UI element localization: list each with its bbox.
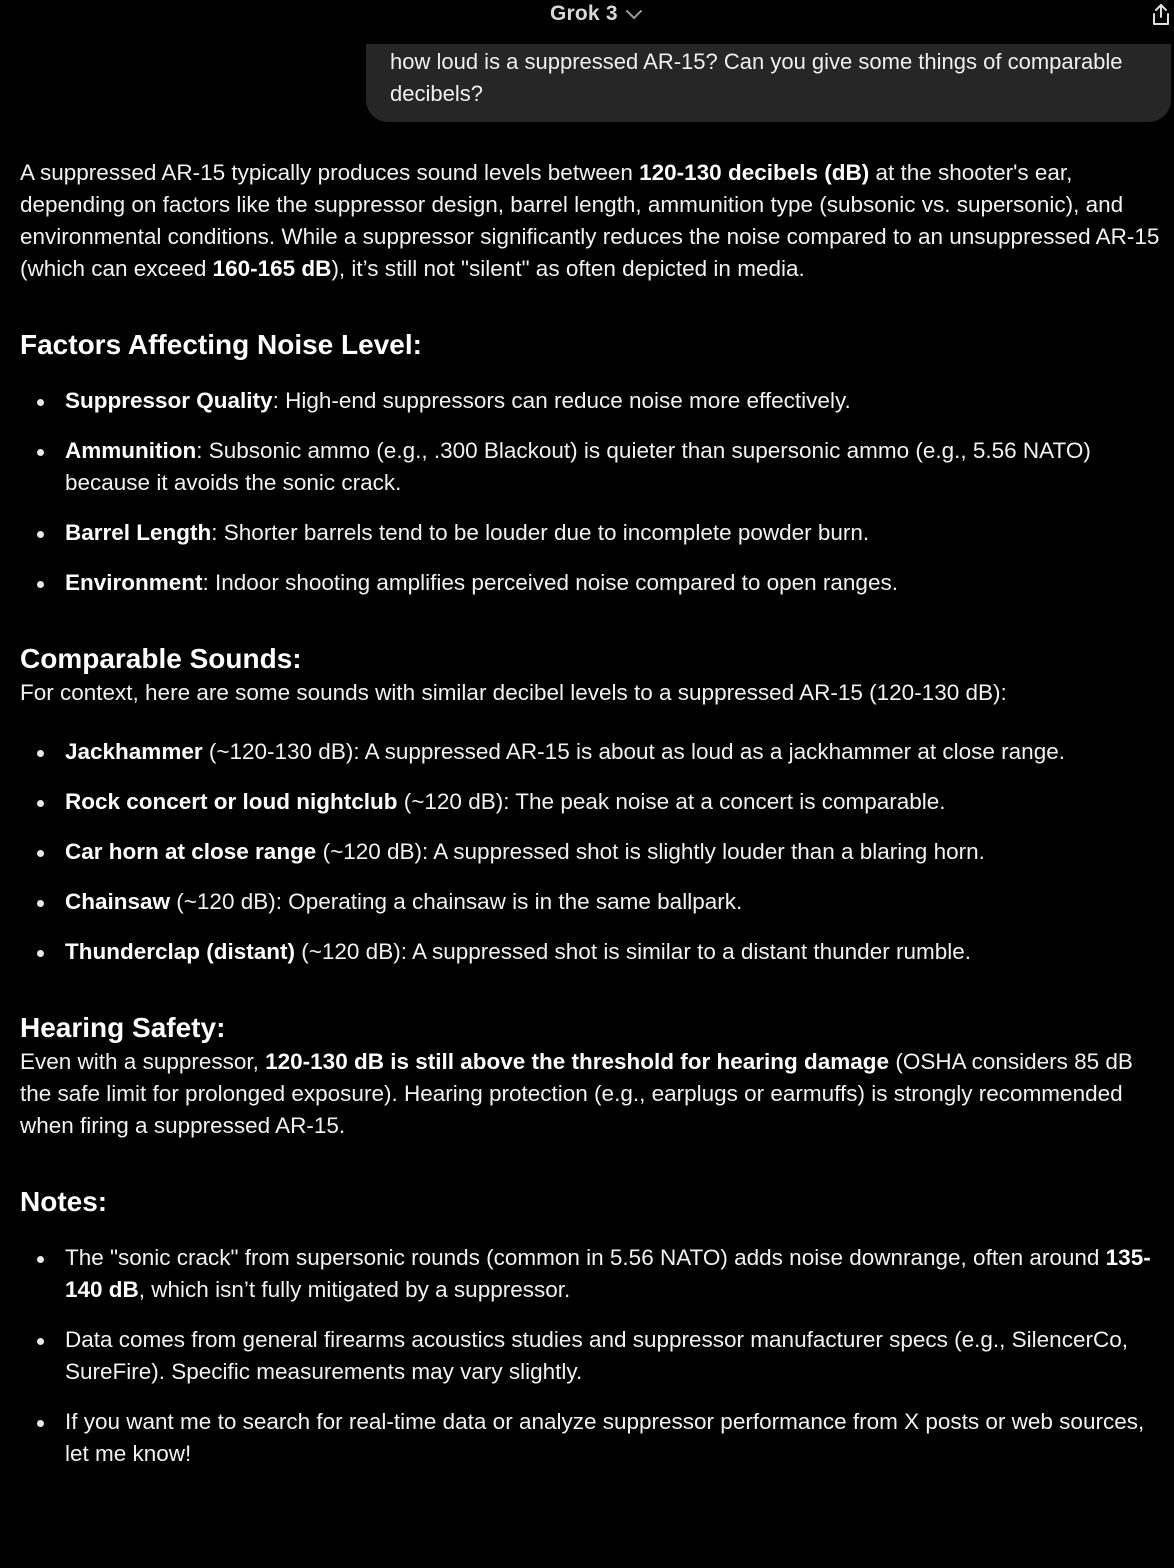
list-item <box>20 786 1165 818</box>
user-message-text: how loud is a suppressed AR-15? Can you give some things of comparable decibels? <box>390 49 1123 106</box>
notes-list <box>20 1242 1165 1470</box>
list-item-text: : Shorter barrels tend to be louder due to incomplete powder burn. <box>211 520 870 545</box>
intro-text: at the shooter's ear, depending on factors like the suppressor design, barrel length, ammunition type (subsonic vs. supersonic), and environmental conditions. While a suppressor significantly reduces the noise compared to an unsuppressed AR-15 (which can exceed <box>20 160 1160 281</box>
list-item <box>20 936 1165 968</box>
model-selector[interactable] <box>550 2 644 26</box>
list-item-text: : Subsonic ammo (e.g., .300 Blackout) is quieter than supersonic ammo (e.g., 5.56 NATO) because it avoids the sonic crack. <box>65 438 1091 495</box>
safety-bold: 120-130 dB is still above the threshold for hearing damage <box>265 1049 890 1074</box>
list-item-term: Jackhammer <box>65 739 203 764</box>
list-item-term: Car horn at close range <box>65 839 317 864</box>
list-item <box>20 385 1165 417</box>
list-item-text: (~120 dB): The peak noise at a concert is comparable. <box>397 789 946 814</box>
list-item-term: Environment <box>65 570 203 595</box>
list-item <box>20 567 1165 599</box>
list-item <box>20 435 1165 499</box>
list-item <box>20 836 1165 868</box>
safety-text: Even with a suppressor, <box>20 1049 266 1074</box>
list-item-text: The "sonic crack" from supersonic rounds (common in 5.56 NATO) adds noise downrange, often around <box>65 1245 1106 1270</box>
intro-text: A suppressed AR-15 typically produces sound levels between <box>20 160 640 185</box>
list-item-text: , which isn’t fully mitigated by a suppressor. <box>138 1277 571 1302</box>
list-item-bold: 135-140 dB <box>65 1245 1151 1302</box>
comparable-sounds-list <box>20 736 1165 968</box>
list-item-text: (~120 dB): Operating a chainsaw is in the same ballpark. <box>170 889 743 914</box>
context-paragraph: For context, here are some sounds with similar decibel levels to a suppressed AR-15 (120-130 dB): <box>20 680 1007 705</box>
list-item-text: (~120 dB): A suppressed shot is similar to a distant thunder rumble. <box>295 939 971 964</box>
list-item-text: (~120-130 dB): A suppressed AR-15 is about as loud as a jackhammer at close range. <box>202 739 1065 764</box>
list-item <box>20 517 1165 549</box>
share-icon[interactable] <box>1150 2 1172 28</box>
list-item-term: Chainsaw <box>65 889 171 914</box>
assistant-response <box>20 157 1165 1470</box>
list-item-term: Rock concert or loud nightclub <box>65 789 398 814</box>
section-heading-notes: Notes: <box>20 1186 108 1217</box>
list-item-term: Thunderclap (distant) <box>65 939 295 964</box>
list-item <box>20 1242 1165 1306</box>
chevron-down-icon <box>624 7 644 21</box>
section-heading-comparable: Comparable Sounds: <box>20 643 302 674</box>
list-item <box>20 886 1165 918</box>
list-item <box>20 736 1165 768</box>
user-message-bubble <box>366 44 1171 122</box>
list-item-text: (~120 dB): A suppressed shot is slightly louder than a blaring horn. <box>316 839 985 864</box>
safety-text: (OSHA considers 85 dB the safe limit for prolonged exposure). Hearing protection (e.g., earplugs or earmuffs) is strongly recommended when firing a suppressed AR-15. <box>20 1049 1133 1138</box>
list-item-term: Suppressor Quality <box>65 388 273 413</box>
list-item: If you want me to search for real-time data or analyze suppressor performance from X posts or web sources, let me know! <box>20 1406 1165 1470</box>
list-item-term: Barrel Length <box>65 520 212 545</box>
section-heading-factors: Factors Affecting Noise Level: <box>20 329 422 360</box>
intro-text: ), it’s still not "silent" as often depicted in media. <box>331 256 805 281</box>
intro-bold: 120-130 decibels (dB) <box>639 160 870 185</box>
list-item: Data comes from general firearms acoustics studies and suppressor manufacturer specs (e.g., SilencerCo, SureFire). Specific measurements may vary slightly. <box>20 1324 1165 1388</box>
model-name: Grok 3 <box>550 2 618 25</box>
section-heading-safety: Hearing Safety: <box>20 1012 226 1043</box>
list-item-text: : High-end suppressors can reduce noise more effectively. <box>272 388 851 413</box>
list-item-term: Ammunition <box>65 438 197 463</box>
factors-list <box>20 385 1165 599</box>
top-bar <box>0 0 1174 34</box>
list-item-text: : Indoor shooting amplifies perceived noise compared to open ranges. <box>202 570 898 595</box>
intro-bold: 160-165 dB <box>212 256 332 281</box>
intro-paragraph <box>20 157 1165 285</box>
safety-paragraph <box>20 1046 1165 1142</box>
